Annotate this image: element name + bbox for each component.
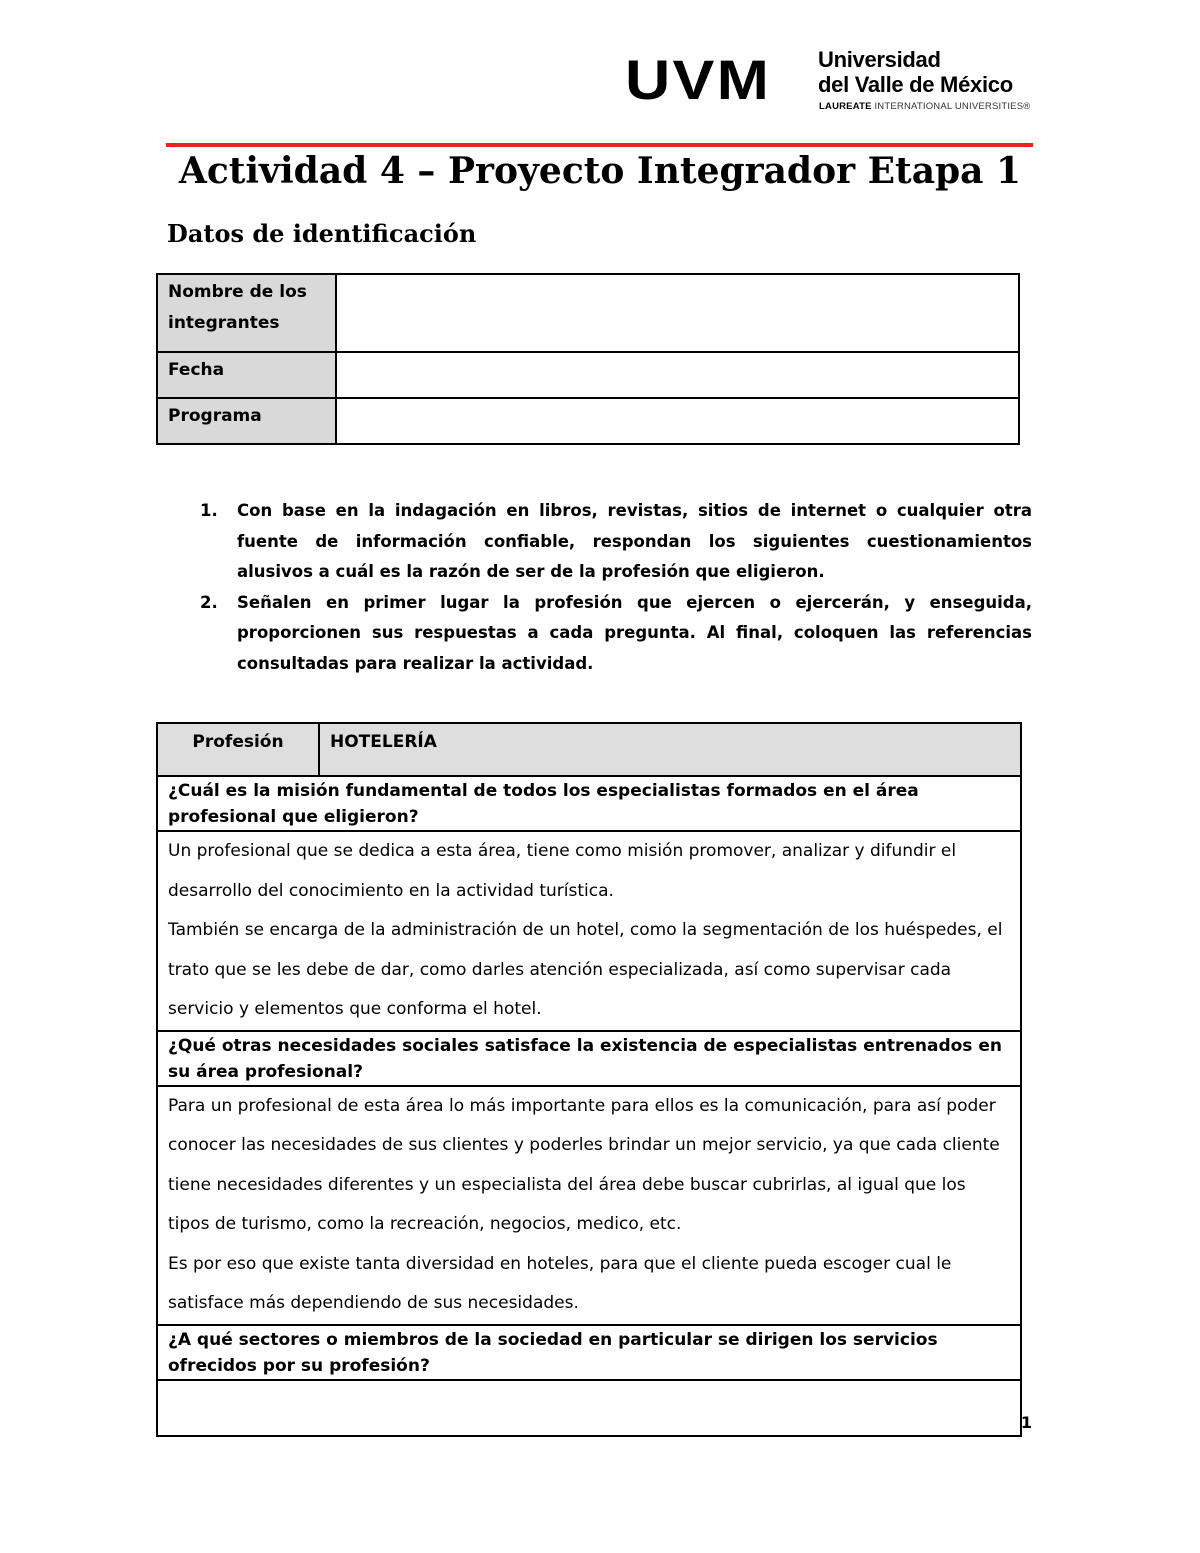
laureate-tagline xyxy=(819,101,1030,112)
members-label: Nombre de los integrantes xyxy=(157,274,336,352)
question-3: ¿A qué sectores o miembros de la sociedad en particular se dirigen los servicios ofrecidos por su profesión? xyxy=(157,1325,1021,1380)
table-row xyxy=(157,1086,1021,1325)
table-row xyxy=(157,723,1021,776)
page-number: 1 xyxy=(1020,1413,1032,1432)
instruction-item xyxy=(200,588,1032,680)
instruction-item xyxy=(200,496,1032,588)
section-heading: Datos de identificación xyxy=(167,219,477,248)
members-field[interactable] xyxy=(336,274,1019,352)
program-field[interactable] xyxy=(336,398,1019,444)
date-field[interactable] xyxy=(336,352,1019,398)
uvm-logo-mark: UVM xyxy=(625,48,772,111)
date-label: Fecha xyxy=(157,352,336,398)
instructions-list xyxy=(200,496,1032,679)
identification-table xyxy=(156,273,1020,445)
table-row xyxy=(157,1380,1021,1436)
university-name-line2: del Valle de México xyxy=(818,72,1013,97)
table-row xyxy=(157,776,1021,831)
table-row xyxy=(157,1031,1021,1086)
tagline-rest: INTERNATIONAL UNIVERSITIES® xyxy=(874,101,1031,112)
instruction-number: 2. xyxy=(200,592,218,612)
question-1: ¿Cuál es la misión fundamental de todos los especialistas formados en el área profesional que eligieron? xyxy=(157,776,1021,831)
answer-1-paragraph: También se encarga de la administración de un hotel, como la segmentación de los huéspedes, el trato que se les debe de dar, como darles atención especializada, así como supervisar cada servicio y elementos que conforma el hotel. xyxy=(168,920,1003,1019)
page-title: Actividad 4 – Proyecto Integrador Etapa 1 xyxy=(178,150,1022,192)
profession-table xyxy=(156,722,1022,1437)
question-2: ¿Qué otras necesidades sociales satisface la existencia de especialistas entrenados en su área profesional? xyxy=(157,1031,1021,1086)
answer-3[interactable] xyxy=(157,1380,1021,1436)
profession-value[interactable]: HOTELERÍA xyxy=(319,723,1021,776)
answer-1[interactable] xyxy=(157,831,1021,1031)
table-row xyxy=(157,398,1019,444)
table-row xyxy=(157,831,1021,1031)
table-row xyxy=(157,1325,1021,1380)
profession-label: Profesión xyxy=(157,723,319,776)
instruction-text: Con base en la indagación en libros, revistas, sitios de internet o cualquier otra fuente de información confiable, respondan los siguientes cuestionamientos alusivos a cuál es la razón de ser de la profesión que eligieron. xyxy=(237,501,1032,581)
instruction-number: 1. xyxy=(200,501,218,520)
answer-2-paragraph: Es por eso que existe tanta diversidad en hoteles, para que el cliente pueda escoger cual le satisface más dependiendo de sus necesidades. xyxy=(168,1253,952,1313)
table-row xyxy=(157,352,1019,398)
tagline-bold: LAUREATE xyxy=(819,101,872,112)
answer-1-paragraph: Un profesional que se dedica a esta área, tiene como misión promover, analizar y difundir el desarrollo del conocimiento en la actividad turística. xyxy=(168,841,957,901)
table-row xyxy=(157,274,1019,352)
answer-2[interactable] xyxy=(157,1086,1021,1325)
program-label: Programa xyxy=(157,398,336,444)
university-name xyxy=(818,47,1013,97)
instruction-text: Señalen en primer lugar la profesión que ejercen o ejercerán, y enseguida, proporcionen sus respuestas a cada pregunta. Al final, coloquen las referencias consultadas para realizar la actividad. xyxy=(237,592,1032,673)
university-name-line1: Universidad xyxy=(818,47,941,72)
answer-2-paragraph: Para un profesional de esta área lo más importante para ellos es la comunicación, para así poder conocer las necesidades de sus clientes y poderles brindar un mejor servicio, ya que cada cliente tiene necesidades diferentes y un especialista del área debe buscar cubrirlas, al igual que los tipos de turismo, como la recreación, negocios, medico, etc. xyxy=(168,1095,1000,1234)
